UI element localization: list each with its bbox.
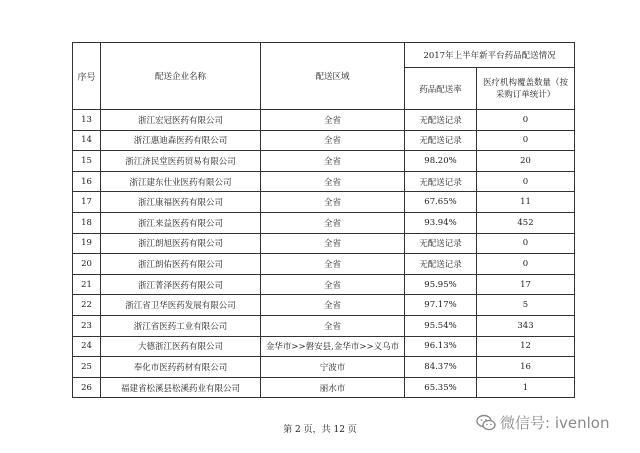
cell-area: 金华市>>磐安县,金华市>>义乌市 (261, 336, 405, 357)
table-row (73, 377, 575, 398)
cell-no: 15 (73, 151, 101, 172)
cell-coverage: 17 (477, 274, 575, 295)
header-company: 配送企业名称 (101, 43, 261, 110)
cell-area: 宁波市 (261, 357, 405, 378)
cell-coverage: 0 (477, 110, 575, 131)
cell-no: 18 (73, 212, 101, 233)
cell-rate: 95.95% (405, 274, 477, 295)
cell-coverage: 11 (477, 192, 575, 213)
cell-company: 浙江省卫华医药发展有限公司 (101, 295, 261, 316)
watermark-text: 微信号: ivenlon (500, 414, 610, 432)
header-row-top (73, 43, 575, 68)
cell-company: 浙江省医药工业有限公司 (101, 315, 261, 336)
cell-no: 20 (73, 254, 101, 275)
cell-company: 浙江惠迪森医药有限公司 (101, 130, 261, 151)
cell-area: 全省 (261, 192, 405, 213)
table-row (73, 315, 575, 336)
watermark (476, 412, 609, 433)
header-no: 序号 (73, 43, 101, 110)
table-row (73, 130, 575, 151)
cell-company: 浙江来益医药有限公司 (101, 212, 261, 233)
cell-no: 17 (73, 192, 101, 213)
table-body (73, 110, 575, 398)
cell-rate: 95.54% (405, 315, 477, 336)
table-row (73, 274, 575, 295)
cell-company: 福建省松溪县松溪药业有限公司 (101, 377, 261, 398)
cell-rate: 无配送记录 (405, 233, 477, 254)
cell-company: 大德浙江医药有限公司 (101, 336, 261, 357)
table-row (73, 151, 575, 172)
cell-company: 浙江菁泽医药有限公司 (101, 274, 261, 295)
cell-area: 全省 (261, 212, 405, 233)
cell-rate: 无配送记录 (405, 110, 477, 131)
cell-no: 24 (73, 336, 101, 357)
cell-no: 13 (73, 110, 101, 131)
cell-no: 25 (73, 357, 101, 378)
wechat-icon (476, 414, 496, 432)
cell-coverage: 343 (477, 315, 575, 336)
cell-coverage: 0 (477, 233, 575, 254)
cell-rate: 无配送记录 (405, 130, 477, 151)
header-group: 2017年上半年新平台药品配送情况 (405, 43, 575, 68)
table-row (73, 254, 575, 275)
cell-company: 浙江康福医药有限公司 (101, 192, 261, 213)
cell-rate: 96.13% (405, 336, 477, 357)
delivery-table (72, 42, 575, 398)
cell-no: 26 (73, 377, 101, 398)
cell-company: 浙江建东仕业医药有限公司 (101, 171, 261, 192)
cell-rate: 67.65% (405, 192, 477, 213)
cell-no: 16 (73, 171, 101, 192)
table-row (73, 233, 575, 254)
table-row (73, 357, 575, 378)
header-coverage: 医疗机构覆盖数量（按采购订单统计） (477, 68, 575, 110)
table-row (73, 295, 575, 316)
cell-company: 奉化市医药药材有限公司 (101, 357, 261, 378)
cell-coverage: 20 (477, 151, 575, 172)
table-row (73, 171, 575, 192)
table-row (73, 212, 575, 233)
cell-no: 23 (73, 315, 101, 336)
cell-coverage: 0 (477, 130, 575, 151)
cell-coverage: 0 (477, 254, 575, 275)
cell-rate: 无配送记录 (405, 171, 477, 192)
cell-rate: 65.35% (405, 377, 477, 398)
cell-no: 14 (73, 130, 101, 151)
cell-coverage: 452 (477, 212, 575, 233)
cell-rate: 97.17% (405, 295, 477, 316)
cell-coverage: 12 (477, 336, 575, 357)
cell-no: 19 (73, 233, 101, 254)
table-row (73, 336, 575, 357)
cell-company: 浙江济民堂医药贸易有限公司 (101, 151, 261, 172)
page-footer: 第 2 页，共 12 页 (283, 425, 357, 435)
cell-area: 全省 (261, 295, 405, 316)
cell-coverage: 16 (477, 357, 575, 378)
cell-rate: 98.20% (405, 151, 477, 172)
cell-area: 全省 (261, 315, 405, 336)
cell-coverage: 1 (477, 377, 575, 398)
cell-rate: 84.37% (405, 357, 477, 378)
cell-area: 全省 (261, 171, 405, 192)
header-area: 配送区域 (261, 43, 405, 110)
cell-area: 全省 (261, 254, 405, 275)
cell-area: 全省 (261, 110, 405, 131)
cell-rate: 无配送记录 (405, 254, 477, 275)
cell-no: 21 (73, 274, 101, 295)
cell-company: 浙江朗旭医药有限公司 (101, 233, 261, 254)
cell-rate: 93.94% (405, 212, 477, 233)
cell-company: 浙江朗佑医药有限公司 (101, 254, 261, 275)
cell-no: 22 (73, 295, 101, 316)
cell-company: 浙江宏冠医药有限公司 (101, 110, 261, 131)
cell-area: 全省 (261, 274, 405, 295)
cell-area: 全省 (261, 130, 405, 151)
cell-area: 丽水市 (261, 377, 405, 398)
cell-coverage: 5 (477, 295, 575, 316)
cell-area: 全省 (261, 233, 405, 254)
cell-coverage: 0 (477, 171, 575, 192)
cell-area: 全省 (261, 151, 405, 172)
table-row (73, 192, 575, 213)
header-rate: 药品配送率 (405, 68, 477, 110)
table-row (73, 110, 575, 131)
